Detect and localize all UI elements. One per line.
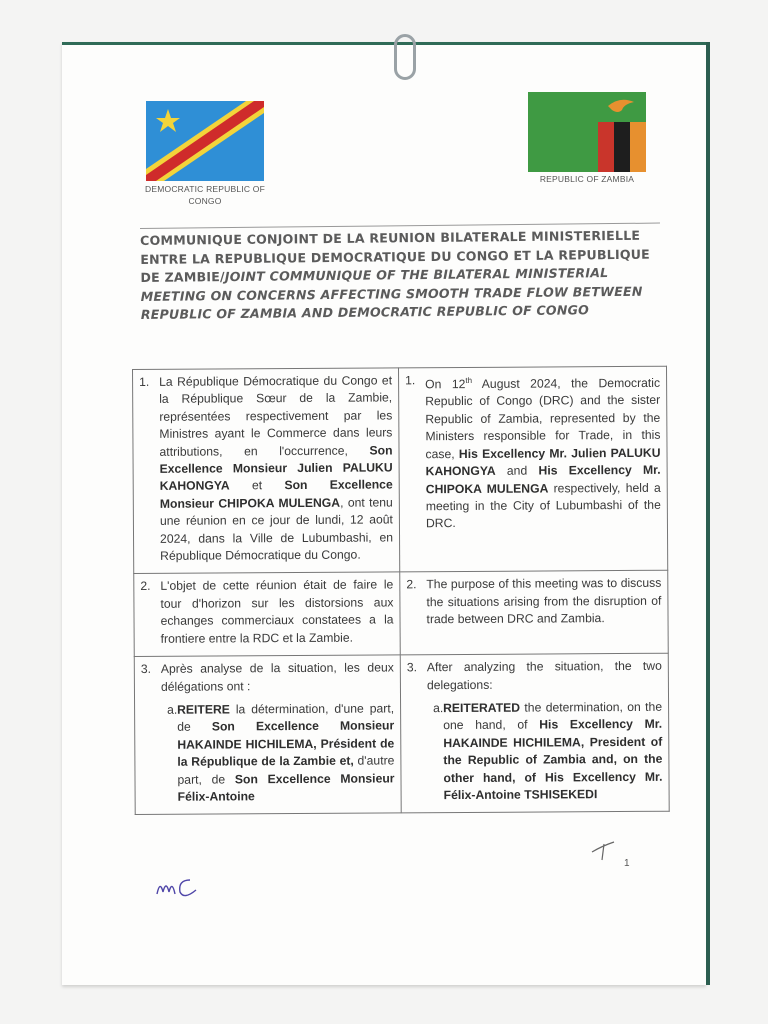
title-english: JOINT COMMUNIQUE OF THE BILATERAL MINISTERIAL MEETING ON CONCERNS AFFECTING SMOOTH TRADE FLOW BETWEEN REPUBLIC OF ZAMBIA AND DEMOCRATIC REPUBLIC OF CONGO	[140, 265, 643, 323]
drc-caption: DEMOCRATIC REPUBLIC OF CONGO	[145, 184, 265, 206]
paragraph-number: 3.	[406, 660, 418, 675]
text: la détermination, d'une part, de	[177, 701, 395, 735]
text: August 2024, the Democratic Republic of Congo (DRC) and the sister Republic of Zambia, represented by the Ministers responsible for Trade, in this case,	[425, 375, 661, 461]
text: the determination, on the one hand, of	[443, 699, 663, 733]
en-paragraph-3	[407, 658, 662, 694]
bold-text: Son Excellence Monsieur Félix-Antoine	[177, 770, 395, 804]
fr-paragraph-2	[140, 577, 393, 648]
french-cell	[134, 655, 401, 815]
text: The purpose of this meeting was to discuss the situations arising from the disruption of trade between DRC and Zambia.	[426, 576, 662, 627]
text: , ont tenu une réunion en ce jour de lundi, 12 août 2024, dans la Ville de Lubumbashi, en République Démocratique du Congo.	[159, 495, 394, 563]
paragraph-number: 1.	[139, 374, 150, 389]
zambia-flag-icon	[528, 92, 646, 172]
en-paragraph-1	[405, 371, 661, 533]
paragraph-number: 1.	[405, 373, 416, 388]
french-cell	[133, 368, 400, 574]
bold-text: Son Excellence Monsieur Julien PALUKU KAHONGYA	[159, 443, 393, 494]
bold-text: Son Excellence Monsieur HAKAINDE HICHILEMA, Président de la République de la Zambie et,	[177, 718, 395, 769]
paragraph-number: 2.	[406, 577, 417, 592]
fr-paragraph-1	[139, 372, 393, 565]
french-cell	[134, 572, 400, 656]
en-subparagraph-a	[407, 699, 663, 805]
bold-text: His Excellency Mr. Julien PALUKU KAHONGYA	[425, 445, 661, 479]
drc-flag-icon	[146, 101, 264, 181]
bold-text: REITERATED	[443, 700, 521, 716]
superscript: th	[465, 375, 473, 385]
english-cell	[398, 366, 667, 572]
bold-text: Son Excellence Monsieur CHIPOKA MULENGA	[159, 477, 393, 511]
fr-subparagraph-a	[141, 700, 395, 806]
bold-text: His Excellency Mr. CHIPOKA MULENGA	[425, 462, 661, 496]
text: and	[495, 463, 539, 478]
paragraph-number: 2.	[140, 579, 151, 594]
paper-clip	[394, 34, 416, 80]
text: La République Démocratique du Congo et la République Sœur de la Zambie, représentées respectivement par les Ministres ayant le Commerce dans leurs attributions, en l'occurrence,	[159, 373, 393, 459]
fr-paragraph-3	[141, 660, 394, 696]
bold-text: REITERE	[177, 702, 230, 717]
initials-signature	[154, 866, 214, 906]
sub-letter: a.	[433, 701, 444, 716]
text: Après analyse de la situation, les deux délégations ont :	[160, 660, 394, 694]
english-cell	[400, 653, 669, 813]
text: d'autre part, de	[177, 753, 395, 787]
text: et	[229, 478, 285, 493]
text: respectively, held a meeting in the City of Lubumbashi of the DRC.	[425, 480, 661, 531]
page-number: 1	[624, 858, 630, 869]
table-row	[134, 653, 669, 815]
zambia-caption: REPUBLIC OF ZAMBIA	[539, 174, 635, 184]
bold-text: His Excellency Mr. HAKAINDE HICHILEMA, President of the Republic of Zambia and, on the other hand, of His Excellency Mr. Félix-Antoine TSHISEKEDI	[443, 717, 663, 803]
en-paragraph-2	[406, 575, 661, 629]
text: L'objet de cette réunion était de faire le tour d'horizon sur les distorsions aux echanges commerciaux constatees a la frontiere entre la RDC et la Zambie.	[160, 577, 394, 646]
bilingual-table	[132, 366, 670, 816]
table-row	[133, 366, 668, 574]
title-french: COMMUNIQUE CONJOINT DE LA REUNION BILATERALE MINISTERIELLE ENTRE LA REPUBLIQUE DEMOCRATIQUE DU CONGO ET LA REPUBLIQUE DE ZAMBIE/	[140, 227, 651, 286]
communique-title	[140, 227, 663, 325]
table-row	[134, 571, 668, 657]
paragraph-number: 3.	[140, 661, 152, 677]
text: After analyzing the situation, the two delegations:	[426, 658, 662, 692]
sub-letter: a.	[167, 702, 178, 717]
english-cell	[400, 571, 668, 655]
text: On 12	[425, 377, 466, 392]
handwritten-mark-icon	[590, 836, 620, 864]
